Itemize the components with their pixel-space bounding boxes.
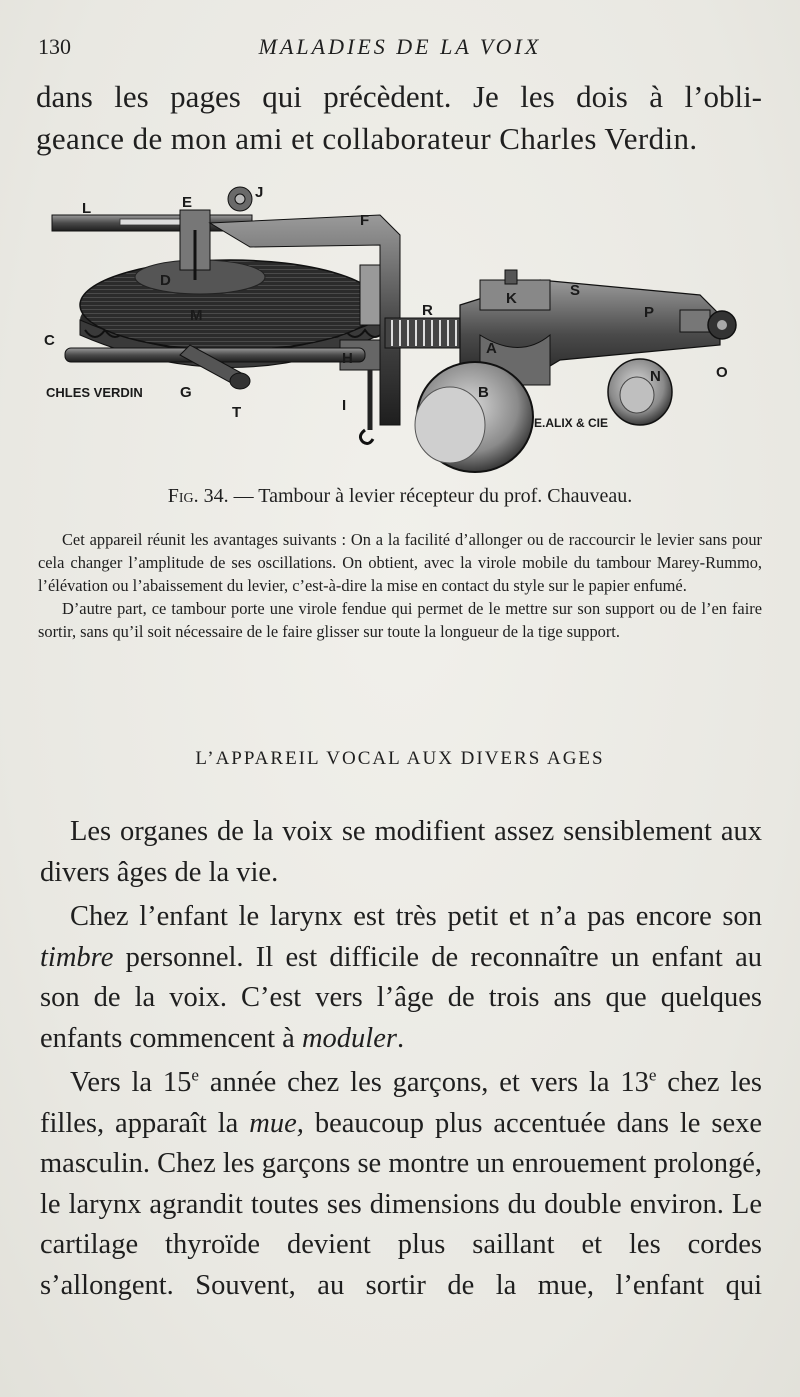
label-l: L [82, 200, 92, 217]
label-n: N [650, 368, 661, 385]
label-o: O [716, 364, 728, 381]
running-head: MALADIES DE LA VOIX [258, 34, 542, 59]
p3-text-c: chez les filles, apparaît la [40, 1067, 762, 1139]
label-r: R [422, 302, 433, 319]
body-paragraph-3 [40, 1063, 762, 1306]
support-rod [65, 345, 365, 389]
label-s: S [570, 282, 581, 299]
label-p: P [644, 304, 655, 321]
page-header [38, 34, 762, 64]
label-a: A [486, 340, 497, 357]
label-b: B [478, 384, 489, 401]
figure-caption [40, 485, 760, 508]
p2-text-a: Chez l’enfant le larynx est très petit et n’a pas encore son [70, 901, 762, 932]
description-paragraph-2: D’autre part, ce tambour porte une virole fendue qui permet de le mettre sur son support ou de l’en faire sortir, sans qu’il soit nécessaire de le faire glisser sur toute la longueur de la tige support. [38, 599, 762, 641]
body-text [40, 812, 762, 1306]
figure-description [38, 528, 762, 643]
disc-b [415, 362, 533, 472]
body-paragraph-1: Les organes de la voix se modifient assez sensiblement aux divers âges de la vie. [40, 816, 762, 888]
label-e: E [182, 194, 193, 211]
p3-sup-2: e [648, 1065, 657, 1085]
label-c: C [44, 332, 55, 349]
label-i: I [342, 397, 347, 414]
label-t: T [232, 404, 242, 421]
spring [385, 318, 465, 348]
p2-moduler: moduler [301, 1022, 397, 1054]
top-line-2: geance de mon ami et collaborateur Charles Verdin. [36, 121, 698, 156]
body-paragraph-2 [40, 897, 762, 1059]
page-number: 130 [38, 34, 71, 59]
p3-mue: mue, [249, 1107, 304, 1139]
label-j: J [255, 185, 264, 201]
caption-text: — Tambour à levier récepteur du prof. Chauveau. [233, 485, 633, 507]
figure-engraving [40, 185, 760, 475]
disc-n [608, 359, 672, 425]
p2-text-b: personnel. Il est difficile de reconnaître un enfant au son de la voix. C’est vers l’âge de trois ans que quelques enfants commencent à [40, 941, 762, 1054]
label-d: D [160, 272, 171, 289]
label-h: H [342, 350, 353, 367]
p2-timbre: timbre [40, 941, 114, 973]
section-title: L’APPAREIL VOCAL AUX DIVERS AGES [195, 748, 605, 769]
p2-text-c: . [396, 1022, 405, 1054]
p3-sup-1: e [191, 1065, 199, 1085]
maker-mark: CHLES VERDIN [46, 385, 143, 400]
p3-text-a: Vers la 15 [70, 1067, 192, 1098]
p3-text-d: beaucoup plus accentuée dans le sexe masculin. Chez les garçons se montre un enrouement prolongé, le larynx agrandit toutes ses dimensions du double environ. Le cartilage thyroïde devient plus saillant et les cordes s’allongent. Souvent, au sortir de la mue, l’enfant qui [40, 1107, 762, 1301]
label-m: M [190, 307, 203, 324]
top-paragraph [36, 76, 762, 160]
engraver-mark: E.ALIX & CIE [534, 416, 609, 430]
description-paragraph-1: Cet appareil réunit les avantages suivants : On a la facilité d’allonger ou de raccourcir le levier sans pour cela changer l’amplitude de ses oscillations. On obtient, avec la virole mobile du tambour Marey-Rummo, l’élévation ou l’abaissement du levier, c’est-à-dire la mise en contact du style sur le papier enfumé. [38, 530, 762, 595]
figure-number: Fig. 34. [167, 485, 229, 507]
p3-text-b: année chez les garçons, et vers la 13 [199, 1067, 649, 1098]
top-line-1: dans les pages qui précèdent. Je les dois à l’obli- [36, 79, 762, 114]
label-g: G [180, 384, 192, 401]
label-f: F [360, 212, 370, 229]
label-k: K [506, 290, 517, 307]
tambour-illustration [40, 185, 760, 475]
